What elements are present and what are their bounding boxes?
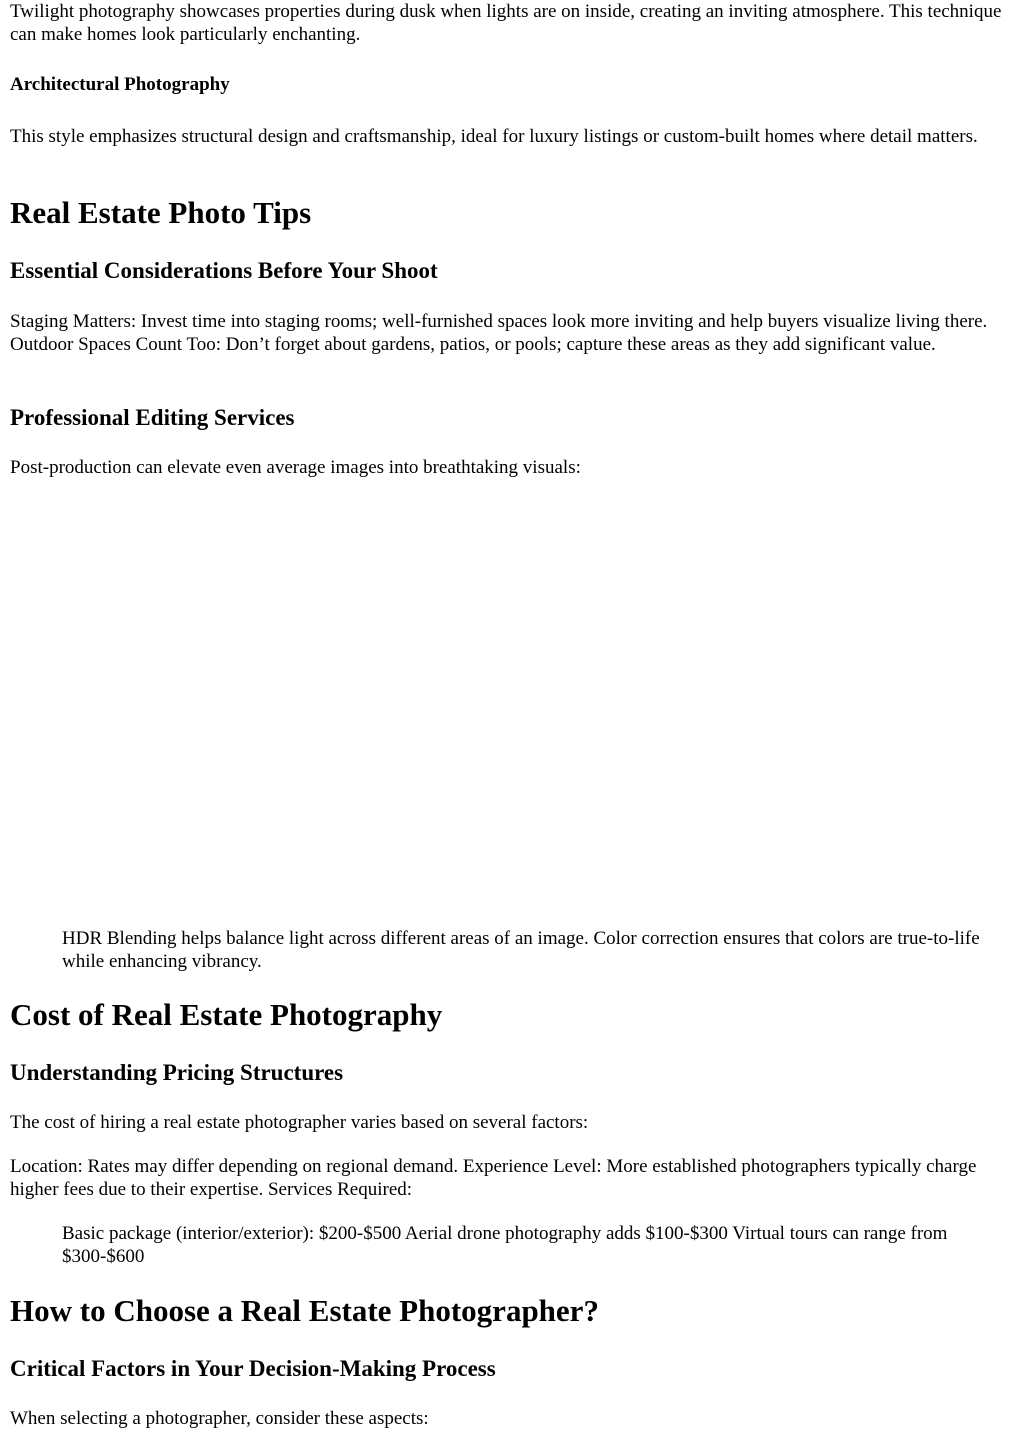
pricing-factors: Location: Rates may differ depending on regional demand. Experience Level: More established photographers typically charge higher fees due to their expertise. Services Required: [10,1156,977,1200]
editing-heading: Professional Editing Services [10,405,295,430]
critical-heading: Critical Factors in Your Decision-Making Process [10,1356,496,1381]
pricing-intro: The cost of hiring a real estate photographer varies based on several factors: [10,1112,589,1133]
considerations-paragraph: Staging Matters: Invest time into staging rooms; well-furnished spaces look more inviting and help buyers visualize living there. Outdoor Spaces Count Too: Don’t forget about gardens, patios, or pools; capture these areas as they add significant value. [10,311,988,355]
choose-heading: How to Choose a Real Estate Photographer? [10,1293,599,1328]
considerations-heading: Essential Considerations Before Your Shoot [10,258,438,283]
cost-heading: Cost of Real Estate Photography [10,997,443,1032]
editing-list: HDR Blending helps balance light across different areas of an image. Color correction ensures that colors are true-to-life while enhancing vibrancy. [62,928,980,972]
image-placeholder [10,485,1010,925]
pricing-heading: Understanding Pricing Structures [10,1060,344,1085]
twilight-paragraph: Twilight photography showcases properties during dusk when lights are on inside, creating an inviting atmosphere. This technique can make homes look particularly enchanting. [10,1,1002,45]
tips-heading: Real Estate Photo Tips [10,195,312,230]
editing-paragraph: Post-production can elevate even average images into breathtaking visuals: [10,457,581,478]
architectural-paragraph: This style emphasizes structural design and craftsmanship, ideal for luxury listings or custom-built homes where detail matters. [10,126,978,147]
pricing-list: Basic package (interior/exterior): $200-$500 Aerial drone photography adds $100-$300 Virtual tours can range from $300-$600 [62,1223,948,1267]
critical-paragraph: When selecting a photographer, consider these aspects: [10,1408,429,1429]
architectural-heading: Architectural Photography [10,74,230,95]
